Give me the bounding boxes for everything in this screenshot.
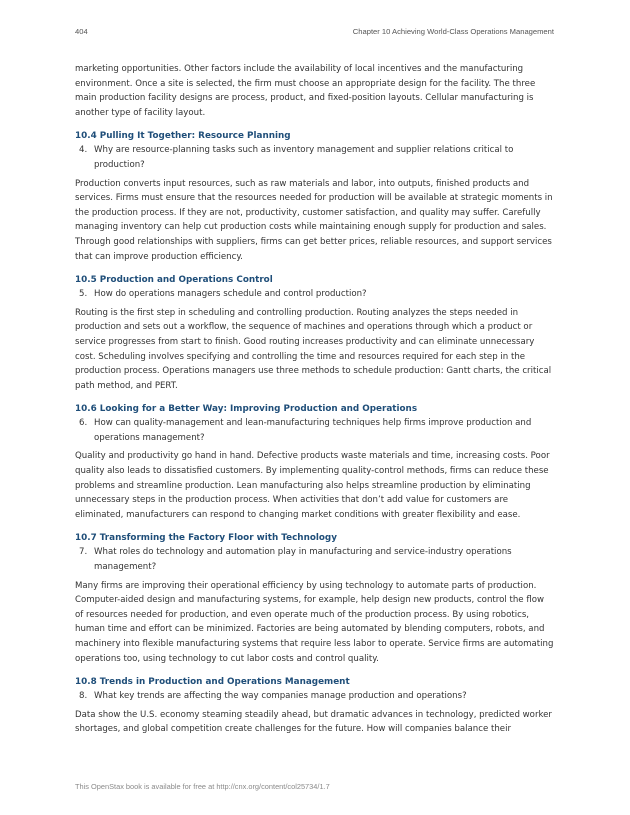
question-text: How do operations managers schedule and control production?	[94, 289, 367, 300]
question-text: What key trends are affecting the way companies manage production and operations?	[94, 691, 467, 702]
question-number: 7.	[79, 547, 88, 558]
section-heading: 10.5 Production and Operations Control	[75, 275, 273, 286]
section-heading: 10.4 Pulling It Together: Resource Planning	[75, 131, 291, 142]
section-body: Data show the U.S. economy steaming steadily ahead, but dramatic advances in technology, predicted worker shortages, and global competition create challenges for the future. How will companies balance their	[75, 709, 552, 735]
section-10-7	[75, 532, 555, 666]
section-10-4	[75, 130, 555, 264]
page-number: 404	[75, 27, 88, 36]
question-text: What roles do technology and automation play in manufacturing and service-industry operations management?	[94, 547, 512, 573]
section-body: Routing is the first step in scheduling and controlling production. Routing analyzes the steps needed in production and sets out a workflow, the sequence of machines and operations through which a product or service progresses from start to finish. Good routing increases productivity and can eliminate unnecessary cost. Scheduling involves specifying and controlling the time and resources required for each step in the production process. Operations managers use three methods to schedule production: Gantt charts, the critical path method, and PERT.	[75, 307, 552, 391]
section-heading: 10.6 Looking for a Better Way: Improving Production and Operations	[75, 404, 418, 415]
question-text: How can quality-management and lean-manufacturing techniques help firms improve production and operations management?	[94, 418, 532, 443]
section-heading: 10.7 Transforming the Factory Floor with Technology	[75, 533, 337, 544]
section-body: Many firms are improving their operational efficiency by using technology to automate parts of production. Computer-aided design and manufacturing systems, for example, help design new products, control the flow of resources needed for production, and even operate much of the production process. By using robotics, human time and effort can be minimized. Factories are being automated by blending computers, robots, and machinery into flexible manufacturing systems that require less labor to operate. Service firms are automating operations too, using technology to cut labor costs and control quality.	[75, 580, 554, 664]
review-question	[75, 416, 555, 445]
section-body: Production converts input resources, such as raw materials and labor, into outputs, finished products and services. Firms must ensure that the resources needed for production will be available at strategic moments in the production process. If they are not, productivity, customer satisfaction, and quality may suffer. Carefully managing inventory can help cut production costs while maintaining enough supply for production and sales. Through good relationships with suppliers, firms can get better prices, reliable resources, and support services that can improve production efficiency.	[75, 178, 553, 262]
section-10-8	[75, 676, 555, 737]
section-heading: 10.8 Trends in Production and Operations Management	[75, 677, 350, 688]
review-question	[75, 287, 555, 302]
question-number: 6.	[79, 418, 88, 429]
chapter-title: Chapter 10 Achieving World-Class Operations Management	[352, 27, 554, 36]
intro-paragraph: marketing opportunities. Other factors include the availability of local incentives and the manufacturing environment. Once a site is selected, the firm must choose an appropriate design for the facility. The three main production facility designs are process, product, and fixed-position layouts. Cellular manufacturing is another type of facility layout.	[75, 64, 536, 118]
question-number: 5.	[79, 289, 88, 300]
page-content	[75, 62, 555, 747]
section-10-6	[75, 403, 555, 522]
page-footer: This OpenStax book is available for free at http://cnx.org/content/col25734/1.7	[75, 782, 330, 791]
question-number: 4.	[79, 145, 88, 156]
page-header	[75, 27, 554, 39]
section-10-5	[75, 274, 555, 393]
review-question	[75, 143, 555, 172]
section-body: Quality and productivity go hand in hand. Defective products waste materials and time, increasing costs. Poor quality also leads to dissatisfied customers. By implementing quality-control methods, firms can reduce these problems and streamline production. Lean manufacturing also helps streamline production by eliminating unnecessary steps in the production process. When activities that don’t add value for customers are eliminated, manufacturers can respond to changing market conditions with greater flexibility and ease.	[75, 451, 550, 520]
question-text: Why are resource-planning tasks such as inventory management and supplier relations critical to production?	[94, 145, 514, 170]
review-question	[75, 689, 555, 704]
review-question	[75, 545, 555, 574]
question-number: 8.	[79, 691, 88, 702]
